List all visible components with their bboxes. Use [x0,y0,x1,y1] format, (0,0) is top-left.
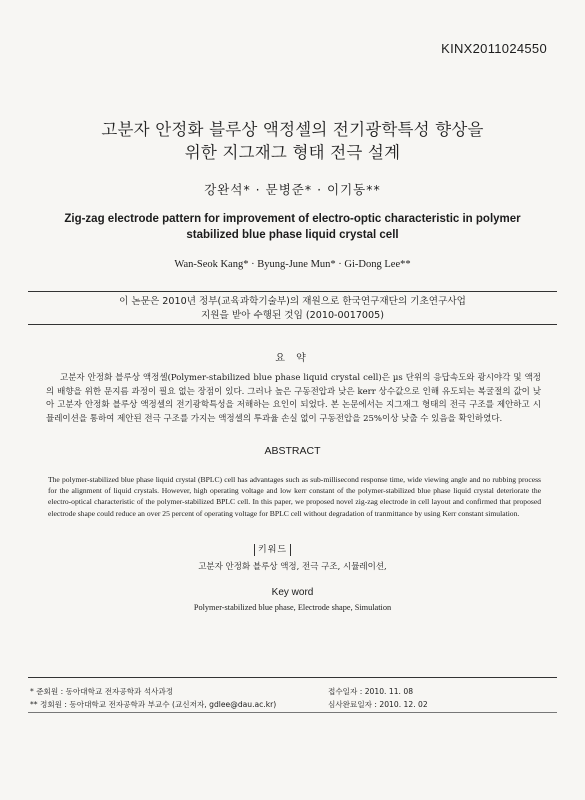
korean-abstract-text: 고분자 안정화 블루상 액정셀(Polymer-stabilized blue phase liquid crystal cell)은 µs 단위의 응답속도와 광시야각 및 액정의 배향을 위한 문지름 과정이 필요 없는 장점이 있다. 그러나 높은 구동전압과 낮은 kerr 상수값으로 인해 유도되는 복굴절의 값이 낮아 고분자 안정화 블루상 액정셀의 전기광학특성을 저해하는 요인이 되었다. 본 논문에서는 지그재그 형태의 전극 구조를 제안하고 시뮬레이션을 통하여 제안된 전극 구조를 가지는 액정셀의 투과율 손실 없이 구동전압을 25%이상 낮출 수 있음을 확인하였다. [46,373,541,424]
english-keywords: Polymer-stabilized blue phase, Electrode shape, Simulation [193,603,392,612]
received-date: 접수일자 : 2010. 11. 08 [328,687,414,696]
affiliation-professor: ** 정회원 : 동아대학교 전자공학과 부교수 (교신저자, gdlee@dau.ac.kr) [30,700,277,709]
korean-keywords: 고분자 안정화 블루상 액정, 전극 구조, 시뮬레이션, [198,562,387,572]
affiliation-student: * 준회원 : 동아대학교 전자공학과 석사과정 [30,687,174,696]
english-title-line-2: stabilized blue phase liquid crystal cell [186,229,399,241]
funding-line-2: 지원을 받아 수행된 것임 (2010-0017005) [201,310,384,321]
korean-abstract-heading: 요 약 [275,353,310,364]
review-date: 심사완료일자 : 2010. 12. 02 [328,700,428,709]
document-id: KINX2011024550 [441,41,547,56]
english-keyword-label: Key word [271,587,314,598]
korean-keyword-label: 키워드 [254,544,291,556]
english-title [40,211,545,243]
english-abstract-heading: ABSTRACT [264,445,321,457]
korean-title [40,118,545,164]
english-title-line-1: Zig-zag electrode pattern for improvement of electro-optic characteristic in polymer [64,213,521,225]
korean-title-line-1: 고분자 안정화 블루상 액정셀의 전기광학특성 향상을 [101,120,484,139]
korean-authors: 강완석* · 문병준* · 이기동** [204,182,381,197]
footer-row-2 [30,699,557,711]
footer-row-1 [30,686,557,698]
funding-line-1: 이 논문은 2010년 정부(교육과학기술부)의 재원으로 한국연구재단의 기초연구사업 [119,296,466,307]
footer-divider [28,677,557,678]
english-abstract-text: The polymer-stabilized blue phase liquid crystal (BPLC) cell has advantages such as sub-millisecond response time, wide viewing angle and no rubbing process for the alignment of liquid crystals. However, high operating voltage and low kerr constant of the polymer-stabilized blue phase liquid crystal deteriorate the electro-optical characteristic of the polymer-stabilized BPLC cell. In this paper, we proposed novel zig-zag electrode in cell layout and confirmed that proposed electrode shape could reduce an over 25 percent of operating voltage for BPLC cell without degradation of tranmittance by using Kerr constant simulation. [48,475,541,518]
korean-title-line-2: 위한 지그재그 형태 전극 설계 [184,143,401,162]
footer-bottom-divider [28,712,557,713]
english-authors: Wan-Seok Kang* · Byung-June Mun* · Gi-Dong Lee** [174,259,411,270]
funding-note [28,291,557,325]
